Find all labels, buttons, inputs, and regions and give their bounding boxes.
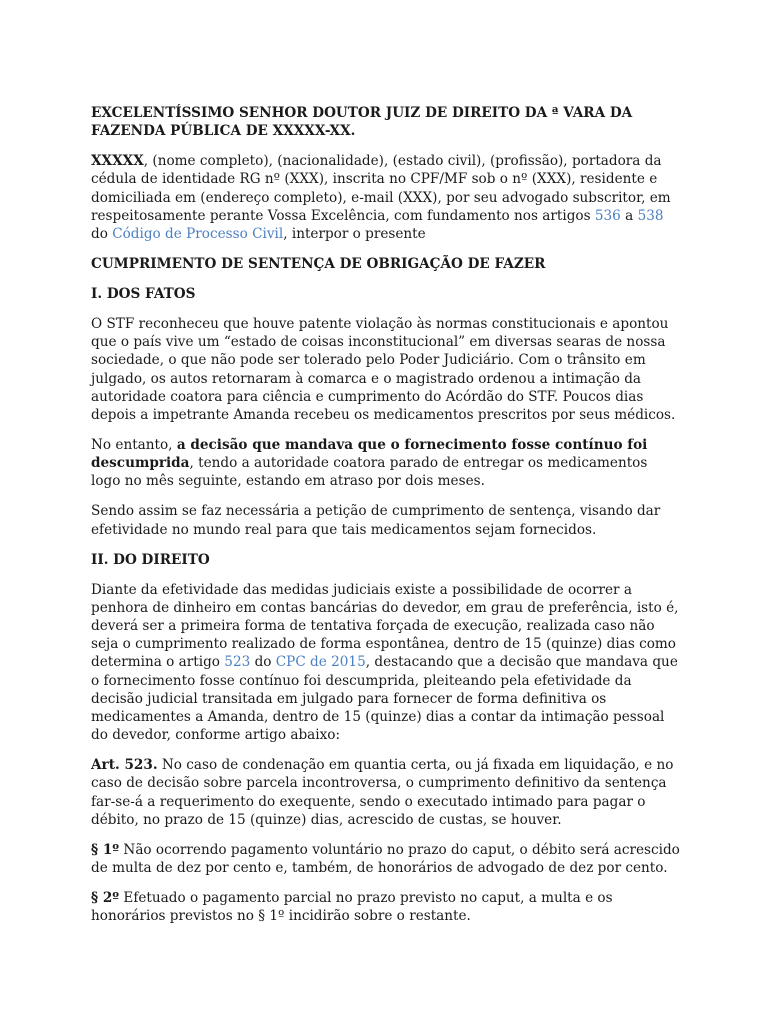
document-title: CUMPRIMENTO DE SENTENÇA DE OBRIGAÇÃO DE FAZER bbox=[91, 256, 546, 273]
link-article-523[interactable]: 523 bbox=[224, 654, 251, 671]
petition-document bbox=[91, 104, 681, 937]
paragraph-1-quote bbox=[91, 841, 681, 877]
link-cpc-2015[interactable]: CPC de 2015 bbox=[275, 654, 366, 671]
fatos-p2-prefix: No entanto, bbox=[91, 437, 177, 454]
fatos-p2-emphasis: a decisão que mandava que o fornecimento fosse contínuo foi descumprida bbox=[91, 437, 648, 472]
paragraph-2-label: § 2º bbox=[91, 890, 120, 907]
article-523-text: No caso de condenação em quantia certa, ou já fixada em liquidação, e no caso de decisão sobre parcela incontroversa, o cumprimento definitivo da sentença far-se-á a requerimento do exequente, sendo o executado intimado para pagar o débito, no prazo de 15 (quinze) dias, acrescido de custas, se houver. bbox=[91, 757, 674, 828]
fatos-paragraph-1: O STF reconheceu que houve patente violação às normas constitucionais e apontou que o país vive um “estado de coisas inconstitucional” em diversas searas de nossa sociedade, o que não pode ser tolerado pelo Poder Judiciário. Com o trânsito em julgado, os autos retornaram à comarca e o magistrado ordenou a intimação da autoridade coatora para ciência e cumprimento do Acórdão do STF. Poucos dias depois a impetrante Amanda recebeu os medicamentos prescritos por seus médicos. bbox=[91, 316, 676, 424]
link-codigo-processo-civil[interactable]: Código de Processo Civil bbox=[112, 226, 284, 243]
direito-p1-text-2: , destacando que a decisão que mandava que o fornecimento fosse contínuo foi descumprida, pleiteando pela efetividade da decisão judicial transitada em julgado para fornecer de forma definitiva os medicamentes a Amanda, dentro de 15 (quinze) dias a contar da intimação pessoal do devedor, conforme artigo abaixo: bbox=[91, 654, 678, 744]
plaintiff-name: XXXXX bbox=[91, 153, 144, 170]
direito-p1-connector: do bbox=[250, 654, 276, 671]
paragraph-2-quote bbox=[91, 889, 681, 925]
link-article-538[interactable]: 538 bbox=[637, 207, 664, 224]
paragraph-1-label: § 1º bbox=[91, 841, 120, 858]
paragraph-1-text: Não ocorrendo pagamento voluntário no prazo do caput, o débito será acrescido de multa de dez por cento e, também, de honorários de advogado de dez por cento. bbox=[91, 841, 680, 877]
link-article-536[interactable]: 536 bbox=[594, 207, 621, 224]
intro-paragraph bbox=[91, 152, 681, 243]
section-heading-direito: II. DO DIREITO bbox=[91, 551, 210, 568]
intro-text: , (nome completo), (nacionalidade), (estado civil), (profissão), portadora da cédula de identidade RG nº (XXX), inscrita no CPF/MF sob o nº (XXX), residente e domiciliada em (endereço completo), e-mail (XXX), por seu advogado subscritor, em respeitosamente perante Vossa Excelência, com fundamento nos artigos bbox=[91, 153, 671, 224]
article-523-label: Art. 523. bbox=[91, 757, 158, 774]
article-523-quote bbox=[91, 756, 681, 829]
direito-paragraph-1 bbox=[91, 581, 681, 745]
fatos-paragraph-3: Sendo assim se faz necessária a petição de cumprimento de sentença, visando dar efetividade no mundo real para que tais medicamentos sejam fornecidos. bbox=[91, 503, 661, 538]
intro-connector-a: a bbox=[620, 207, 638, 224]
direito-p1-text: Diante da efetividade das medidas judiciais existe a possibilidade de ocorrer a penhora de dinheiro em contas bancárias do devedor, em grau de preferência, isto é, deverá ser a primeira forma de tentativa forçada de execução, realizada caso não seja o cumprimento realizado de forma espontânea, dentro de 15 (quinze) dias como determina o artigo bbox=[91, 581, 679, 671]
fatos-paragraph-2 bbox=[91, 436, 681, 491]
address-heading: EXCELENTÍSSIMO SENHOR DOUTOR JUIZ DE DIREITO DA ª VARA DA FAZENDA PÚBLICA DE XXXXX-XX. bbox=[91, 105, 633, 140]
intro-connector-do: do bbox=[91, 226, 113, 243]
paragraph-2-text: Efetuado o pagamento parcial no prazo previsto no caput, a multa e os honorários previstos no § 1º incidirão sobre o restante. bbox=[91, 890, 613, 925]
section-heading-fatos: I. DOS FATOS bbox=[91, 286, 196, 303]
fatos-p2-suffix: , tendo a autoridade coatora parado de entregar os medicamentos logo no mês seguinte, estando em atraso por dois meses. bbox=[91, 455, 648, 490]
intro-text-end: , interpor o presente bbox=[283, 226, 426, 243]
